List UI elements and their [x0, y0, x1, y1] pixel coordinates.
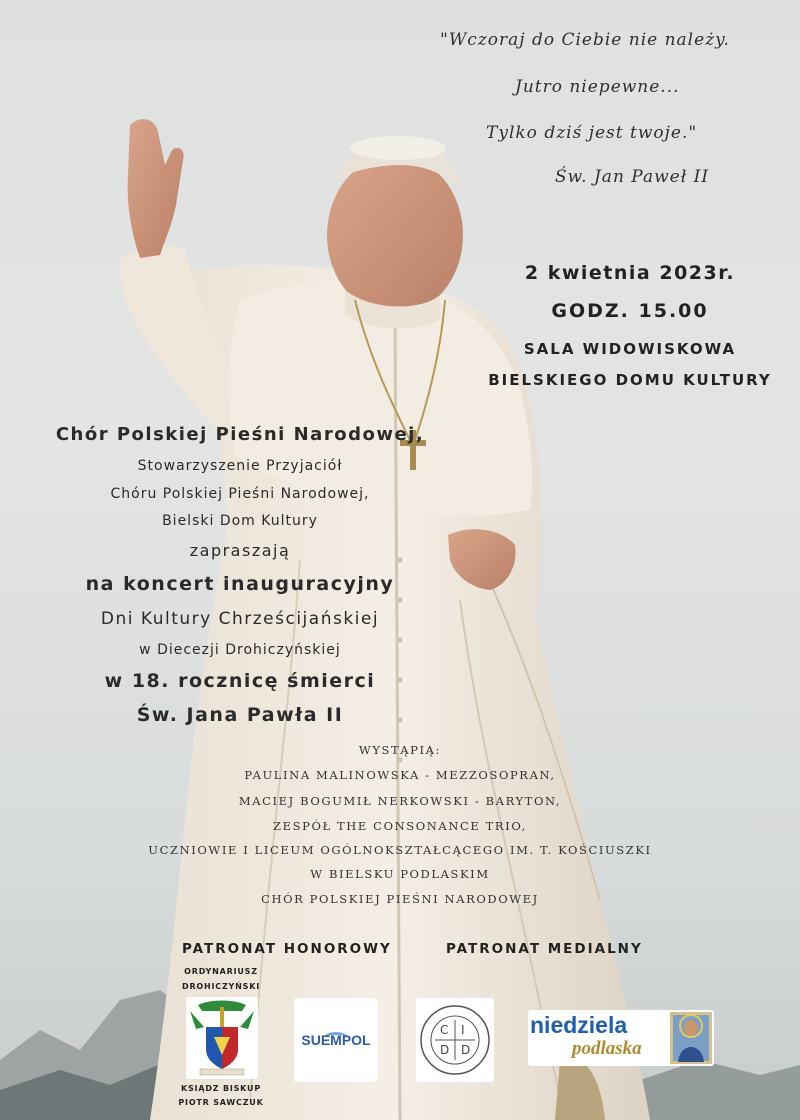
bishop-label-2: PIOTR SAWCZUK [178, 1098, 264, 1107]
bishop-label-1: KSIĄDZ BISKUP [180, 1084, 261, 1093]
cid-letter: C [440, 1023, 449, 1037]
event-venue-2: BIELSKIEGO DOMU KULTURY [488, 371, 772, 389]
anniversary-line-2: Św. Jana Pawła II [136, 704, 344, 726]
niedziela-podlaska-logo [528, 1010, 714, 1066]
performer-item: UCZNIOWIE I LICEUM OGÓLNOKSZTAŁCĄCEGO IM. T. KOŚCIUSZKI [148, 843, 652, 857]
event-venue-1: SALA WIDOWISKOWA [523, 340, 737, 358]
cid-letter: D [440, 1043, 450, 1057]
bishop-coat-of-arms [186, 997, 258, 1079]
festival-name: Dni Kultury Chrześcijańskiej [100, 609, 380, 629]
performer-item: ZESPÓŁ THE CONSONANCE TRIO, [273, 819, 527, 833]
event-date: 2 kwietnia 2023r. [524, 262, 736, 284]
madonna-icon [670, 1012, 712, 1064]
niedziela-logo-text: niedziela [530, 1012, 628, 1038]
performer-item: MACIEJ BOGUMIŁ NERKOWSKI - BARYTON, [238, 794, 562, 808]
performer-item: PAULINA MALINOWSKA - MEZZOSOPRAN, [244, 768, 556, 782]
ordinary-label-2: DROHICZYŃSKI [182, 982, 260, 991]
cid-seal-icon [416, 998, 494, 1082]
organizer-4: Bielski Dom Kultury [162, 513, 318, 529]
anniversary-line-1: w 18. rocznicę śmierci [104, 670, 376, 692]
honorary-patronage-heading: PATRONAT HONOROWY [182, 941, 392, 957]
concert-title: na koncert inauguracyjny [85, 573, 395, 595]
organizer-1: Chór Polskiej Pieśni Narodowej, [55, 424, 425, 445]
cid-logo [416, 998, 494, 1082]
invite-verb: zapraszają [189, 541, 291, 560]
media-patronage-heading: PATRONAT MEDIALNY [446, 941, 643, 957]
podlaska-logo-text: podlaska [572, 1038, 642, 1059]
performer-item: CHÓR POLSKIEJ PIEŚNI NARODOWEJ [261, 892, 539, 906]
organizer-3: Chóru Polskiej Pieśni Narodowej, [110, 486, 370, 502]
diocese-name: w Diecezji Drohiczyńskiej [139, 642, 341, 658]
quote-line-1: "Wczoraj do Ciebie nie należy. [440, 30, 730, 50]
cid-letter: D [461, 1043, 471, 1057]
organizer-2: Stowarzyszenie Przyjaciół [137, 458, 343, 474]
quote-line-2: Jutro niepewne... [515, 77, 680, 97]
performers-heading: WYSTĄPIĄ: [358, 743, 442, 757]
cid-letter: I [461, 1023, 465, 1037]
ordinary-label-1: ORDYNARIUSZ [184, 967, 258, 976]
quote-line-3: Tylko dziś jest twoje." [486, 123, 698, 143]
event-time: GODZ. 15.00 [551, 300, 709, 322]
suempol-logo [294, 998, 378, 1082]
quote-author: Św. Jan Paweł II [555, 167, 710, 187]
performer-item: W BIELSKU PODLASKIM [310, 867, 490, 881]
coat-of-arms-icon [186, 997, 258, 1079]
suempol-logo-text: SUEMPOL [301, 1032, 371, 1048]
